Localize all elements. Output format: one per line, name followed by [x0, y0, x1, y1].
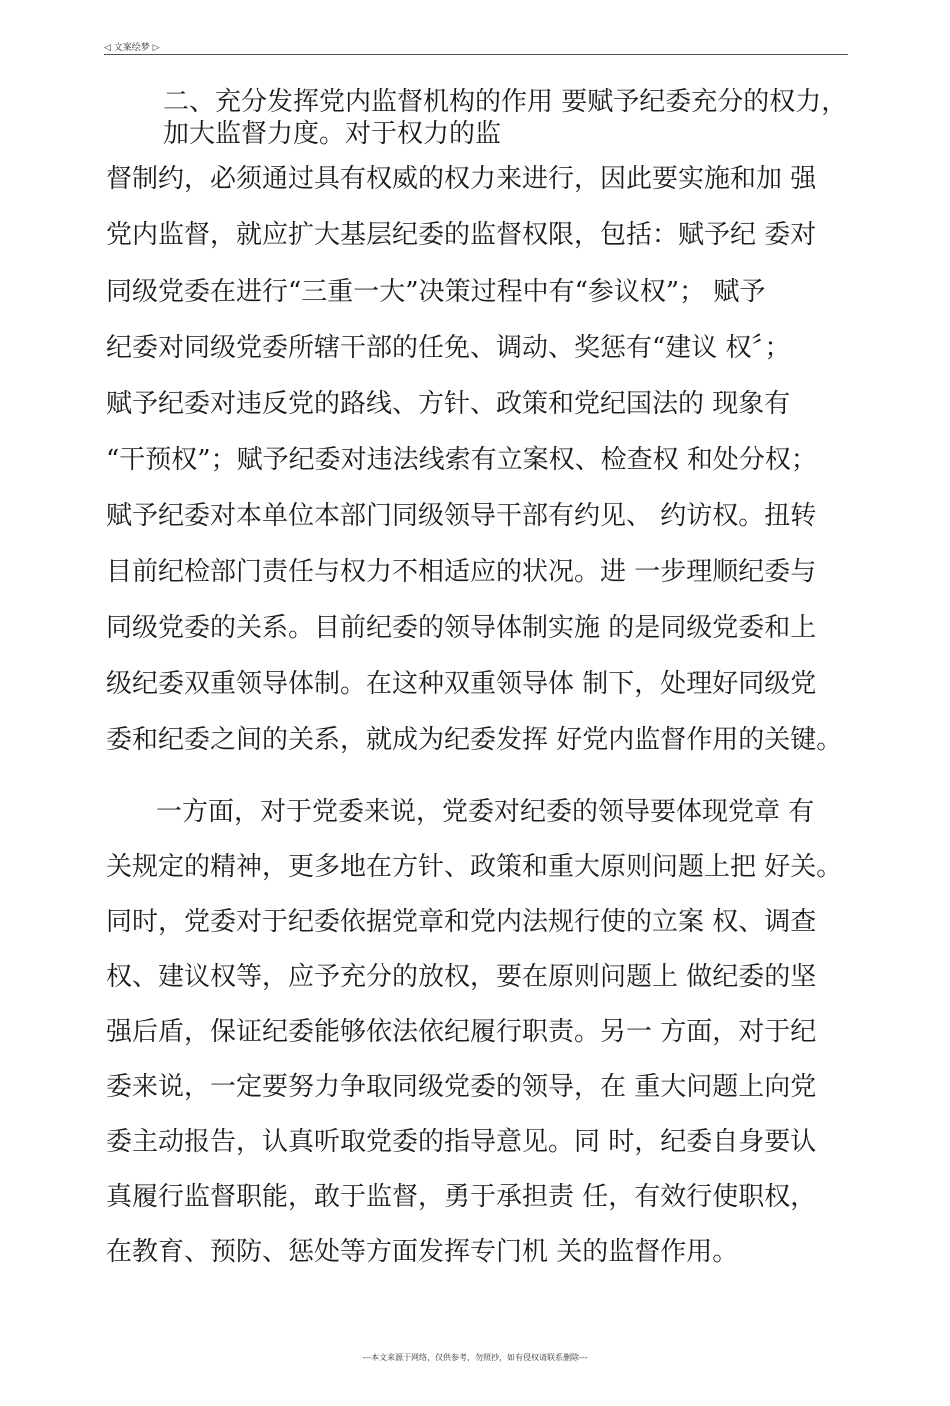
paragraph-line: 委和纪委之间的关系，就成为纪委发挥 好党内监督作用的关键。 [106, 725, 843, 755]
header-divider [104, 54, 848, 55]
page-header: ◁ 文案绘梦 ▷ [104, 43, 160, 53]
paragraph-line: 强后盾，保证纪委能够依法依纪履行职责。另一 方面，对于纪 [106, 1017, 817, 1047]
paragraph-line: 同时，党委对于纪委依据党章和党内法规行使的立案 权、调查 [106, 907, 817, 937]
paragraph-line: 权、建议权等，应予充分的放权，要在原则问题上 做纪委的坚 [106, 962, 817, 992]
paragraph-line: 同级党委在进行“三重一大”决策过程中有“参议权”； 赋予 [106, 277, 766, 307]
paragraph-line: 真履行监督职能，敢于监督，勇于承担责 任，有效行使职权， [106, 1182, 817, 1212]
paragraph-line: 赋予纪委对本单位本部门同级领导干部有约见、 约访权。扭转 [106, 501, 817, 531]
heading-line-1: 二、充分发挥党内监督机构的作用 要赋予纪委充分的权力， [163, 87, 848, 117]
paragraph-line: 委主动报告，认真听取党委的指导意见。同 时，纪委自身要认 [106, 1127, 817, 1157]
paragraph-line: 党内监督，就应扩大基层纪委的监督权限，包括：赋予纪 委对 [106, 220, 817, 250]
paragraph-line: 级纪委双重领导体制。在这种双重领导体 制下，处理好同级党 [106, 669, 817, 699]
heading-line-2: 加大监督力度。对于权力的监 [163, 119, 502, 149]
paragraph-line: 同级党委的关系。目前纪委的领导体制实施 的是同级党委和上 [106, 613, 817, 643]
paragraph-line: 目前纪检部门责任与权力不相适应的状况。进 一步理顺纪委与 [106, 557, 817, 587]
section-heading [163, 86, 863, 150]
paragraph-line: “干预权”；赋予纪委对违法线索有立案权、检查权 和处分权； [106, 445, 817, 475]
paragraph-line: 纪委对同级党委所辖干部的任免、调动、奖惩有“建议 权〞； [106, 333, 791, 363]
paragraph-line: 一方面，对于党委来说，党委对纪委的领导要体现党章 有 [156, 797, 815, 827]
paragraph-line: 督制约，必须通过具有权威的权力来进行，因此要实施和加 强 [106, 164, 817, 194]
paragraph-line: 在教育、预防、惩处等方面发挥专门机 关的监督作用。 [106, 1237, 739, 1267]
paragraph-line: 关规定的精神，更多地在方针、政策和重大原则问题上把 好关。 [106, 852, 843, 882]
paragraph-line: 委来说，一定要努力争取同级党委的领导，在 重大问题上向党 [106, 1072, 817, 1102]
page-footer: ---本文来源于网络，仅供参考，勿照抄，如有侵权请联系删除--- [362, 1353, 588, 1362]
paragraph-line: 赋予纪委对违反党的路线、方针、政策和党纪国法的 现象有 [106, 389, 791, 419]
